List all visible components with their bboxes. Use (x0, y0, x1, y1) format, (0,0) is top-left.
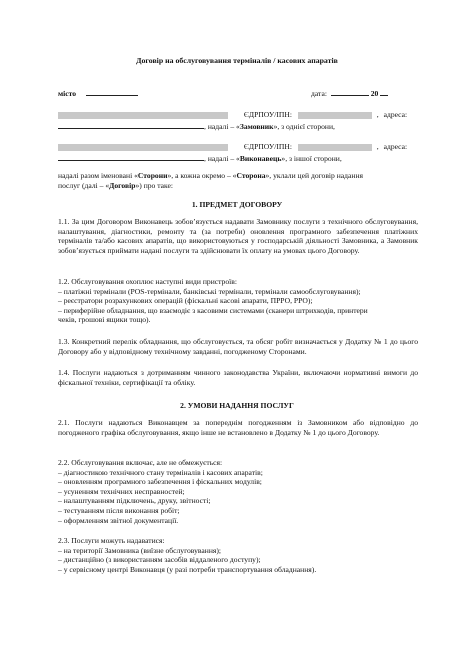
list-head: 2.3. Послуги можуть надаватися: (58, 536, 165, 545)
year-suffix-field[interactable] (380, 88, 388, 96)
party1-role-prefix: надалі – « (207, 122, 240, 131)
section1-title: 1. ПРЕДМЕТ ДОГОВОРУ (191, 200, 283, 209)
paragraph-2-3 (58, 536, 418, 574)
party2-address-field[interactable] (58, 153, 204, 161)
party1-line2: , надалі – «Замовник», з однієї сторони, (58, 121, 335, 132)
party1-address-field[interactable] (58, 121, 204, 129)
section2-title: 2. УМОВИ НАДАННЯ ПОСЛУГ (180, 401, 294, 410)
party1-role: Замовник (239, 122, 274, 131)
term-side: Сторона (236, 171, 266, 180)
paragraph-1-2 (58, 277, 418, 325)
party2-edrpou-label: ЄДРПОУ/ІПН: (243, 142, 292, 151)
document-title: Договір на обслуговування терміналів / касових апаратів (136, 56, 338, 65)
list-item: – на території Замовника (виїзне обслуговування); (58, 545, 222, 555)
intro-line1: надалі разом іменовані «Сторони», а кожна окремо – «Сторона», уклали цей договір надання (58, 171, 364, 180)
list-item: – оновленням програмного забезпечення і фіскальних модулів; (58, 477, 262, 487)
party2-name-field[interactable] (58, 144, 228, 151)
list-item: – тестуванням після виконання робіт; (58, 505, 180, 515)
list-head: 1.2. Обслуговування охоплює наступні види пристроїв: (58, 277, 237, 286)
list-item: – реєстратори розрахункових операцій (фіскальні касові апарати, ПРРО, РРО); (58, 296, 313, 306)
party2-role-suffix: », з іншої сторони, (281, 154, 342, 163)
party1-address-label: адреса: (383, 110, 408, 119)
party1-edrpou-field[interactable] (298, 112, 372, 119)
party1-role-suffix: », з однієї сторони, (273, 122, 335, 131)
list-item: – оформленням звітної документації. (58, 515, 179, 525)
term-contract: Договір (109, 181, 136, 190)
city-label: місто (58, 89, 77, 98)
party2-edrpou-field[interactable] (298, 144, 372, 151)
party2-line1: ЄДРПОУ/ІПН: , адреса: (58, 142, 407, 152)
party1-name-field[interactable] (58, 112, 228, 119)
party1-edrpou-label: ЄДРПОУ/ІПН: (243, 110, 292, 119)
list-item: – дистанційно (з використанням засобів віддаленого доступу); (58, 555, 261, 565)
paragraph-1-3: 1.3. Конкретний перелік обладнання, що обслуговується, та обсяг робіт визначається у Додатку № 1 до цього Договору або у відповідному технічному завданні, погодженому Сторонами. (58, 337, 418, 356)
party2-role: Виконавець (239, 154, 282, 163)
date-line (311, 88, 388, 99)
list-item: – периферійне обладнання, що взаємодіє з касовими системами (сканери штрихкодів, принтери (58, 305, 368, 315)
list-item: – платіжні термінали (POS-термінали, банківські термінали, термінали самообслуговування); (58, 286, 361, 296)
intro-line2: послуг (далі – «Договір») про таке: (58, 181, 174, 190)
city-line (58, 88, 138, 99)
date-field[interactable] (331, 88, 369, 96)
date-year: 20 (370, 89, 379, 98)
party2-line2: , надалі – «Виконавець», з іншої сторони, (58, 153, 342, 164)
date-label: дата: (311, 89, 327, 98)
term-sides: Сторони (137, 171, 168, 180)
list-head: 2.2. Обслуговування включає, але не обмежується: (58, 458, 223, 467)
party2-role-prefix: надалі – « (207, 154, 240, 163)
party1-line1: ЄДРПОУ/ІПН: , адреса: (58, 110, 407, 120)
list-item: – діагностикою технічного стану терміналів і касових апаратів; (58, 467, 263, 477)
paragraph-1-4: 1.4. Послуги надаються з дотриманням чинного законодавства України, включаючи нормативні вимоги до фіскальної техніки, сертифікації та обліку. (58, 368, 418, 387)
list-item: – усуненням технічних несправностей; (58, 486, 185, 496)
list-item: – у сервісному центрі Виконавця (у разі потреби транспортування обладнання). (58, 564, 317, 574)
city-field[interactable] (86, 88, 138, 96)
list-item: чеків, грошові ящики тощо). (58, 315, 151, 325)
paragraph-2-1: 2.1. Послуги надаються Виконавцем за попереднім погодженням із Замовником або відповідно до погодженого графіка обслуговування, якщо інше не встановлено в Додатку № 1 до цього Договору. (58, 418, 418, 437)
party2-address-label: адреса: (383, 142, 408, 151)
paragraph-2-2 (58, 458, 418, 525)
list-item: – налаштуванням підключень, друку, звітності; (58, 496, 211, 506)
paragraph-1-1: 1.1. За цим Договором Виконавець зобов’язується надавати Замовнику послуги з технічного обслуговування, налаштування, діагностики, ремонту та (за потреби) оновлення програмного забезпечення платіжних терміналів та/або касових апаратів, що використовуються у господарській діяльності Замовника, а Замовник зобов’язується приймати надані послуги та здійснювати їх оплату на умовах цього Договору. (58, 217, 418, 255)
